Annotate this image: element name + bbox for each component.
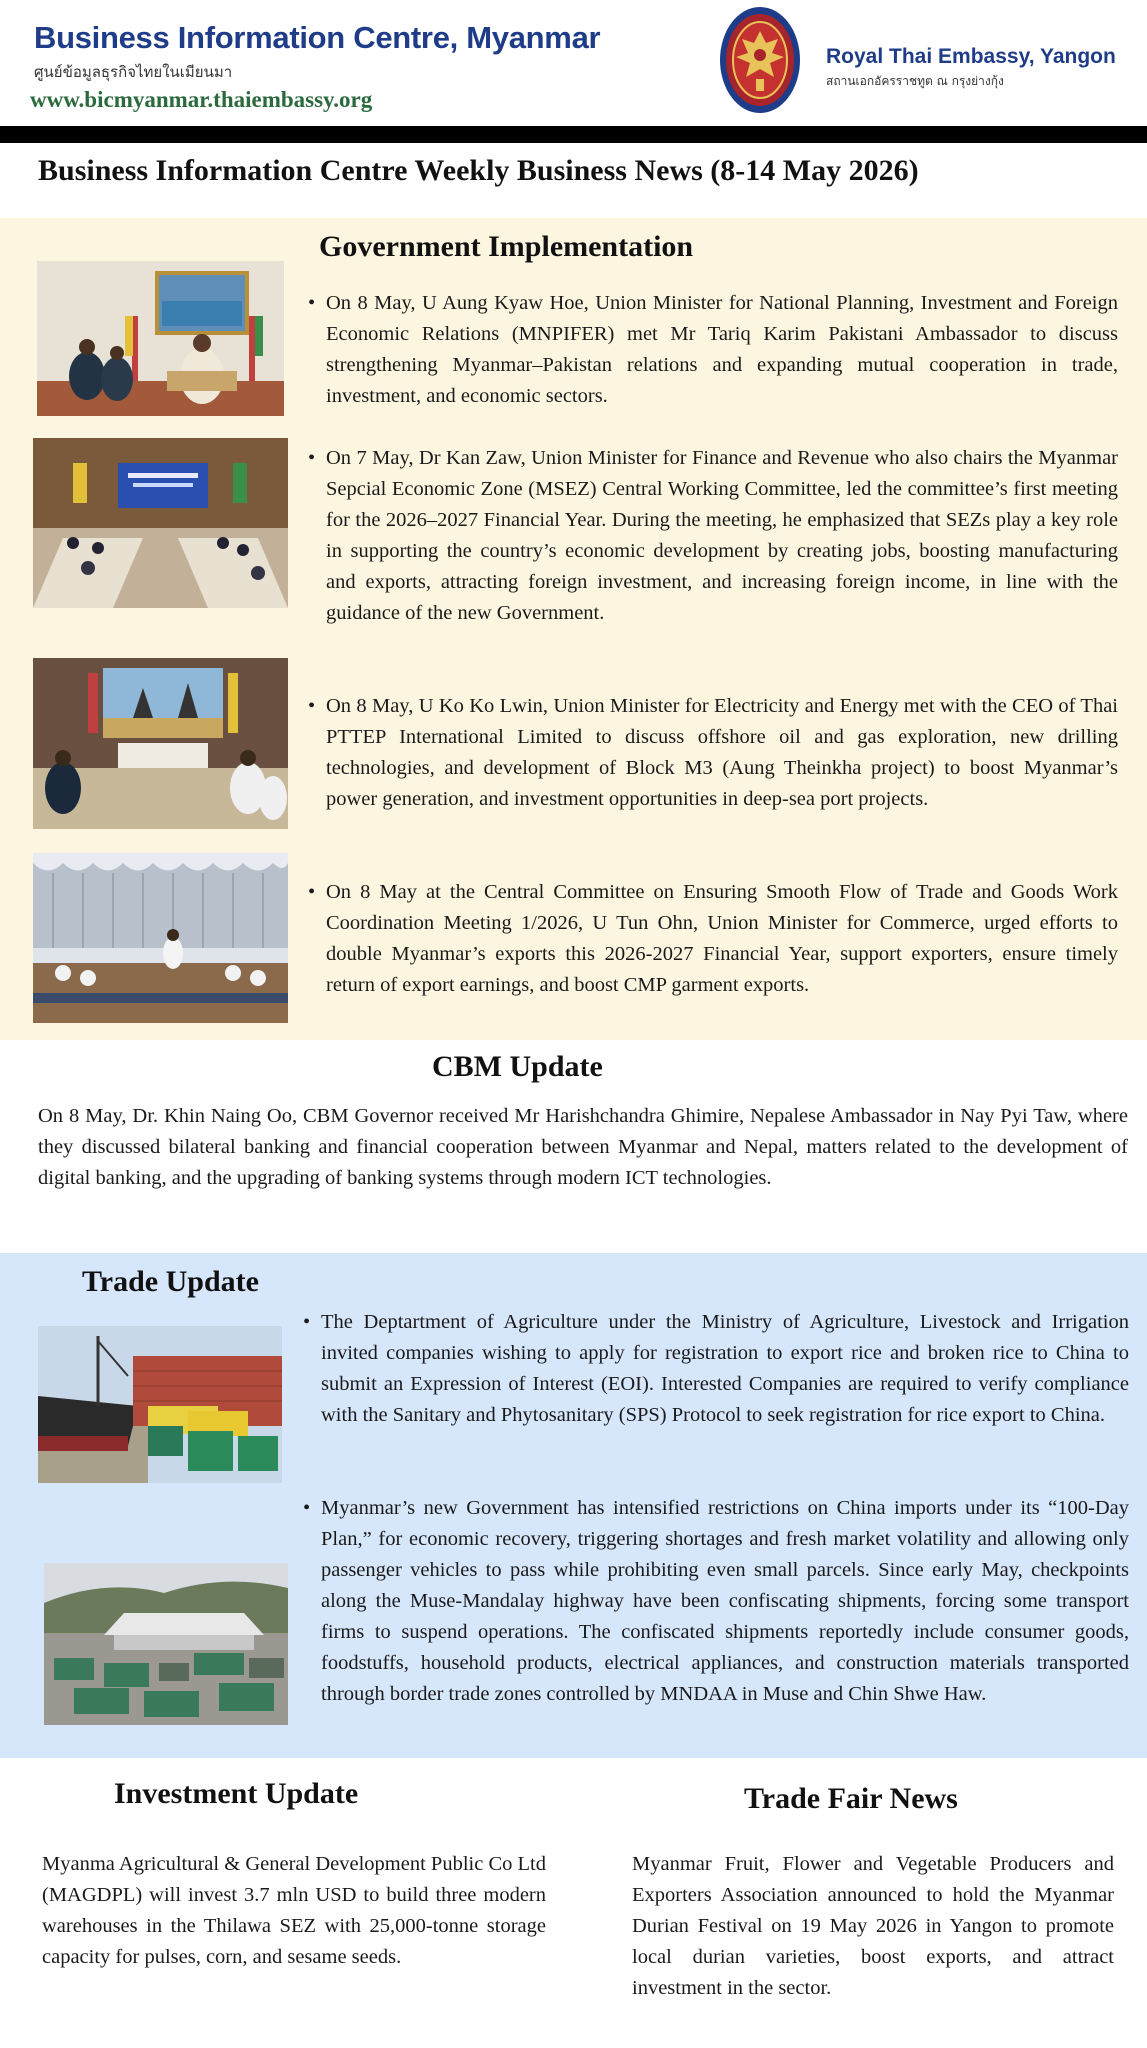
bic-website-link[interactable]: www.bicmyanmar.thaiembassy.org (30, 87, 373, 112)
trade-heading: Trade Update (82, 1265, 259, 1298)
cbm-heading: CBM Update (432, 1050, 603, 1083)
government-item-text: On 7 May, Dr Kan Zaw, Union Minister for Finance and Revenue who also chairs the Myanmar Sepcial Economic Zone (MSEZ) Central Working Committee, led the committee’s first meeting for the 2026–2027 Financial Year. During the meeting, he emphasized that SEZs play a key role in supporting the country’s economic development by creating jobs, boosting manufacturing and exports, attracting foreign investment, and increasing foreign income, in line with the guidance of the new Government. (326, 447, 1118, 624)
photo-msez-meeting (33, 438, 288, 608)
photo-rice-port (38, 1326, 282, 1483)
page-title: Business Information Centre Weekly Business News (8-14 May 2026) (38, 154, 919, 187)
photo-minister-meeting (37, 261, 284, 416)
trade-item-text: The Deptartment of Agriculture under the Ministry of Agriculture, Livestock and Irrigation invited companies wishing to apply for registration to export rice and broken rice to China to submit an Expression of Interest (EOI). Interested Companies are required to verify compliance with the Sanitary and Phytosanitary (SPS) Protocol to seek registration for rice export to China. (321, 1311, 1129, 1426)
cbm-text: On 8 May, Dr. Khin Naing Oo, CBM Governor received Mr Harishchandra Ghimire, Nepalese Ambassador in Nay Pyi Taw, where they discussed bilateral banking and financial cooperation between Myanmar and Nepal, matters related to the development of digital banking, and the upgrading of banking systems through modern ICT technologies. (38, 1105, 1128, 1189)
bullet-icon: • (303, 1497, 311, 1519)
government-item-text: On 8 May, U Ko Ko Lwin, Union Minister for Electricity and Energy met with the CEO of Thai PTTEP International Limited to discuss offshore oil and gas exploration, new drilling technologies, and development of Block M3 (Aung Theinkha project) to boost Myanmar’s power generation, and investment opportunities in deep-sea port projects. (326, 695, 1118, 810)
government-item-text: On 8 May, U Aung Kyaw Hoe, Union Minister for National Planning, Investment and Foreign Economic Relations (MNPIFER) met Mr Tariq Karim Pakistani Ambassador to discuss strengthening Myanmar–Pakistan relations and expanding mutual cooperation in trade, investment, and economic sectors. (326, 292, 1118, 407)
photo-border-trucks (44, 1563, 288, 1725)
embassy-title-thai: สถานเอกอัครราชทูต ณ กรุงย่างกุ้ง (826, 74, 1004, 88)
garuda-seal-icon (718, 5, 802, 115)
bic-title: Business Information Centre, Myanmar (34, 20, 601, 55)
photo-commerce-meeting (33, 853, 288, 1023)
government-item-1 (308, 288, 1118, 412)
government-item-text: On 8 May at the Central Committee on Ensuring Smooth Flow of Trade and Goods Work Coordination Meeting 1/2026, U Tun Ohn, Union Minister for Commerce, urged efforts to double Myanmar’s exports this 2026-2027 Financial Year, support exporters, ensure timely return of export earnings, and boost CMP garment exports. (326, 881, 1118, 996)
photo-pttep-meeting (33, 658, 288, 829)
trade-fair-text: Myanmar Fruit, Flower and Vegetable Producers and Exporters Association announced to hold the Myanmar Durian Festival on 19 May 2026 in Yangon to promote local durian varieties, boost exports, and attract investment in the sector. (632, 1853, 1114, 1999)
trade-item-1 (303, 1307, 1129, 1431)
embassy-title: Royal Thai Embassy, Yangon (826, 45, 1116, 68)
header-divider (0, 126, 1147, 143)
investment-text: Myanma Agricultural & General Development Public Co Ltd (MAGDPL) will invest 3.7 mln USD to build three modern warehouses in the Thilawa SEZ with 25,000-tonne storage capacity for pulses, corn, and sesame seeds. (42, 1853, 546, 1968)
government-heading: Government Implementation (319, 230, 694, 263)
bic-title-thai: ศูนย์ข้อมูลธุรกิจไทยในเมียนมา (34, 63, 233, 81)
bullet-icon: • (308, 881, 316, 903)
bullet-icon: • (303, 1311, 311, 1333)
trade-item-2 (303, 1493, 1129, 1710)
government-item-2 (308, 443, 1118, 629)
bullet-icon: • (308, 292, 316, 314)
trade-item-text: Myanmar’s new Government has intensified restrictions on China imports under its “100-Day Plan,” for economic recovery, triggering shortages and fresh market volatility and allowing only passenger vehicles to pass while prohibiting even small parcels. Since early May, checkpoints along the Muse-Mandalay highway have been confiscating shipments, forcing some transport firms to suspend operations. The confiscated shipments reportedly include consumer goods, foodstuffs, household products, electrical appliances, and construction materials transported through border trade zones controlled by MNDAA in Muse and Chin Shwe Haw. (321, 1497, 1129, 1705)
government-item-3 (308, 691, 1118, 815)
bullet-icon: • (308, 695, 316, 717)
government-item-4 (308, 877, 1118, 1001)
bullet-icon: • (308, 447, 316, 469)
trade-fair-heading: Trade Fair News (744, 1782, 958, 1815)
investment-heading: Investment Update (114, 1777, 359, 1810)
